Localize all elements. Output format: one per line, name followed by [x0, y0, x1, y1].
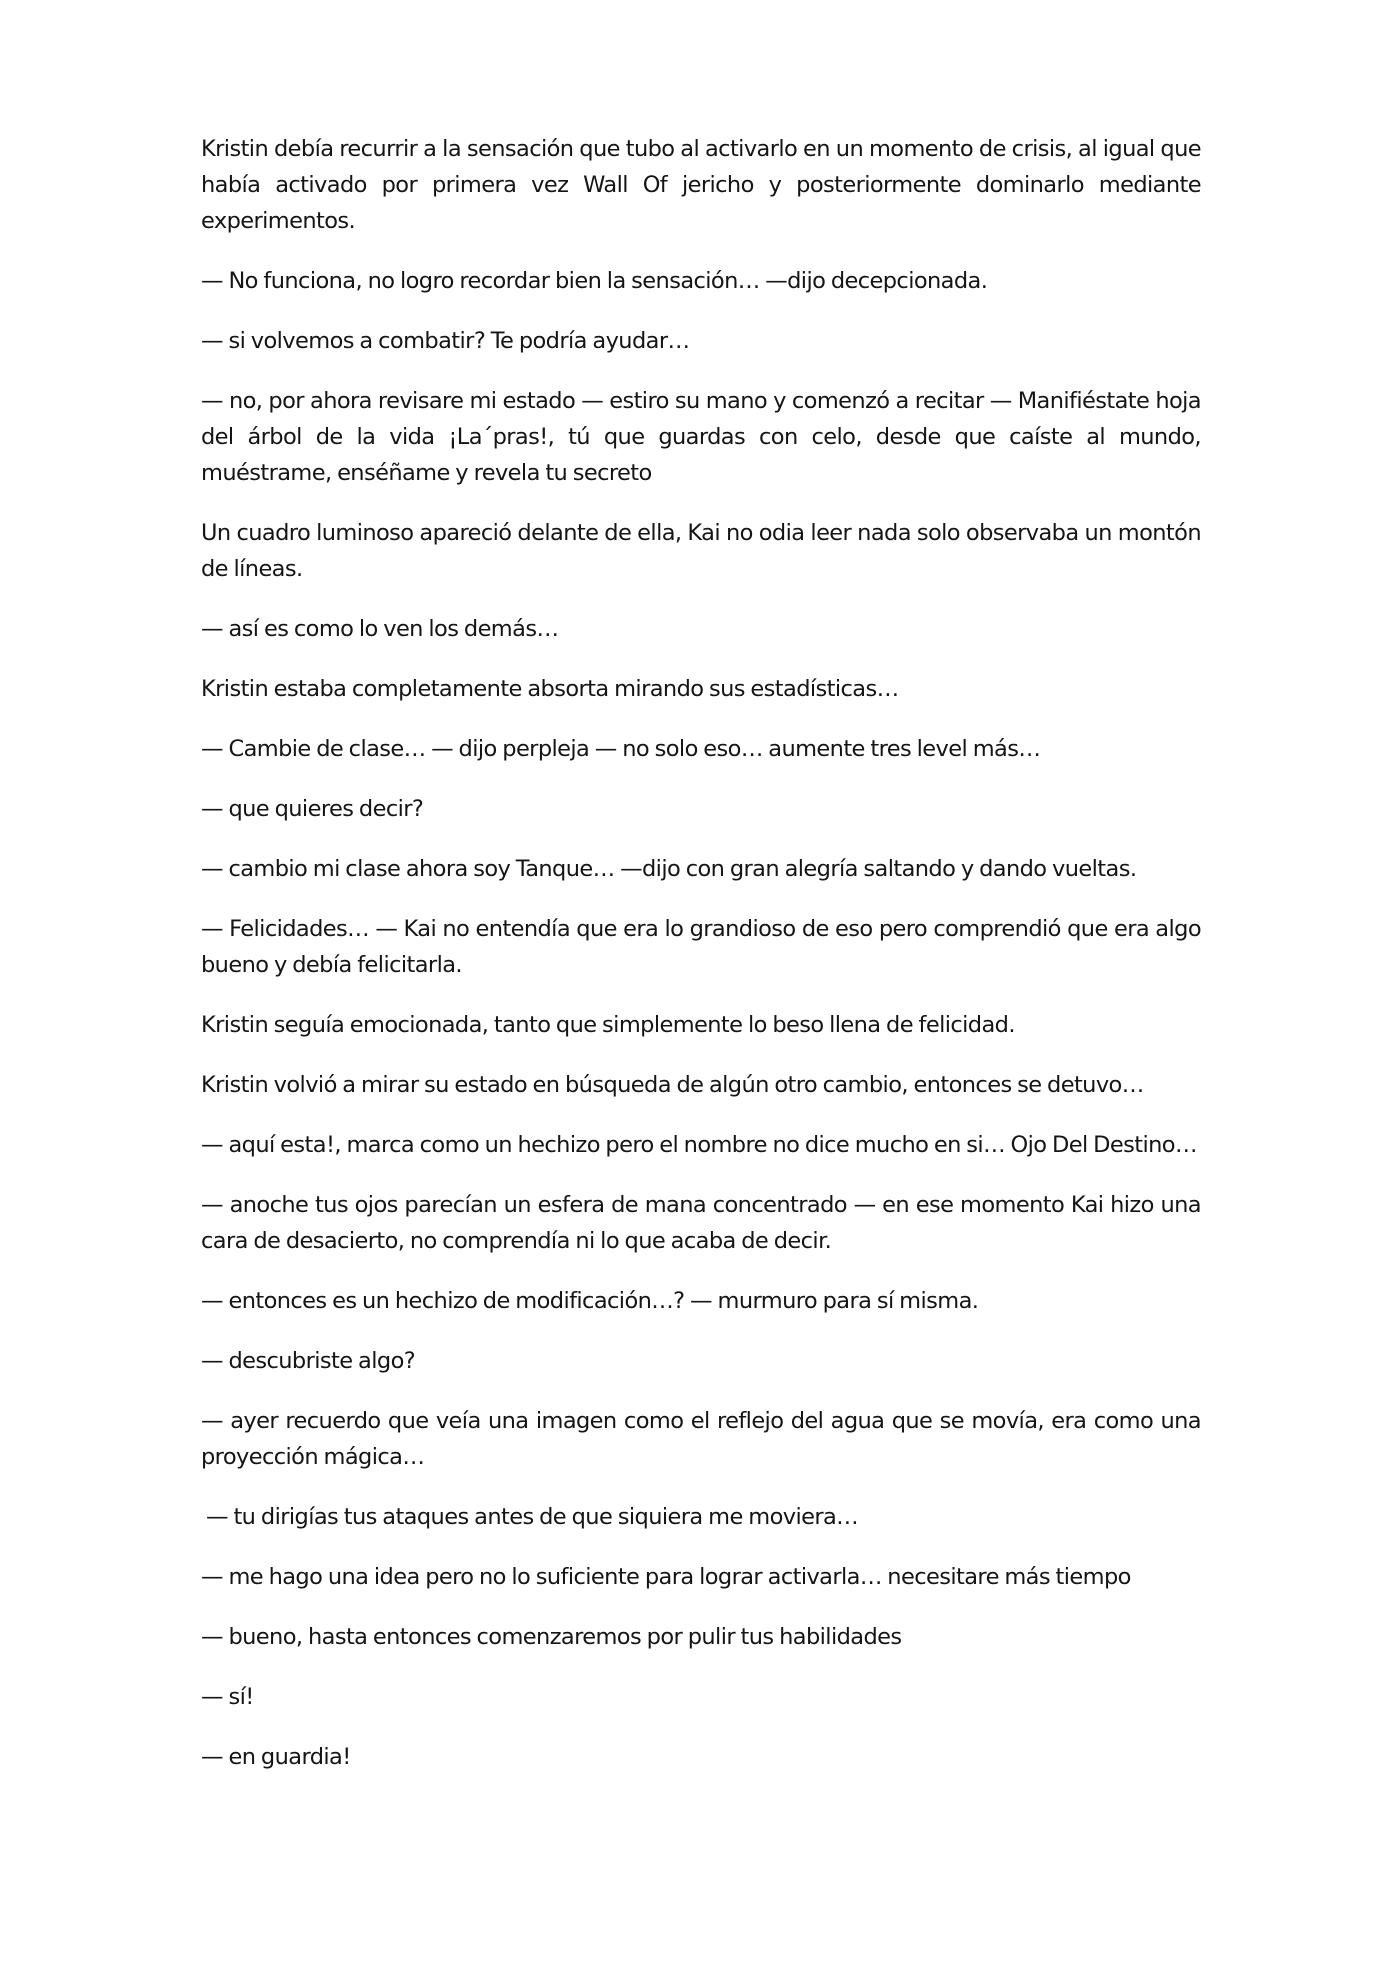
paragraph: — sí! [201, 1684, 254, 1710]
paragraph: Kristin seguía emocionada, tanto que simplemente lo beso llena de felicidad. [201, 1012, 1015, 1038]
paragraph: Kristin volvió a mirar su estado en búsqueda de algún otro cambio, entonces se detuvo… [201, 1072, 1144, 1098]
paragraph: — en guardia! [201, 1744, 351, 1770]
paragraph: — aquí esta!, marca como un hechizo pero el nombre no dice mucho en si… Ojo Del Destino… [201, 1132, 1197, 1158]
paragraph: — No funciona, no logro recordar bien la sensación… —dijo decepcionada. [201, 268, 988, 294]
paragraph: — así es como lo ven los demás… [201, 616, 559, 642]
paragraph: — me hago una idea pero no lo suficiente para lograr activarla… necesitare más tiempo [201, 1564, 1131, 1590]
paragraph: Kristin debía recurrir a la sensación que tubo al activarlo en un momento de crisis, al igual que había activado por primera vez Wall Of jericho y posteriormente dominarlo mediante experimentos. [201, 136, 1201, 234]
paragraph: — ayer recuerdo que veía una imagen como el reflejo del agua que se movía, era como una proyección mágica… [201, 1408, 1201, 1470]
paragraph: — si volvemos a combatir? Te podría ayudar… [201, 328, 690, 354]
paragraph: — Cambie de clase… — dijo perpleja — no solo eso… aumente tres level más… [201, 736, 1041, 762]
paragraph: — bueno, hasta entonces comenzaremos por pulir tus habilidades [201, 1624, 902, 1650]
paragraph: — cambio mi clase ahora soy Tanque… —dijo con gran alegría saltando y dando vueltas. [201, 856, 1137, 882]
paragraph: — anoche tus ojos parecían un esfera de mana concentrado — en ese momento Kai hizo una cara de desacierto, no comprendía ni lo que acaba de decir. [201, 1192, 1201, 1254]
paragraph: Un cuadro luminoso apareció delante de ella, Kai no odia leer nada solo observaba un montón de líneas. [201, 520, 1201, 582]
document-body [201, 131, 1201, 1799]
paragraph: — Felicidades… — Kai no entendía que era lo grandioso de eso pero comprendió que era algo bueno y debía felicitarla. [201, 916, 1201, 978]
paragraph: — descubriste algo? [201, 1348, 416, 1374]
paragraph: — no, por ahora revisare mi estado — estiro su mano y comenzó a recitar — Manifiéstate hoja del árbol de la vida ¡La´pras!, tú que guardas con celo, desde que caíste al mundo, muéstrame, enséñame y revela tu secreto [201, 388, 1201, 486]
paragraph: — entonces es un hechizo de modificación…? — murmuro para sí misma. [201, 1288, 979, 1314]
paragraph: — tu dirigías tus ataques antes de que siquiera me moviera… [206, 1504, 859, 1530]
paragraph: — que quieres decir? [201, 796, 424, 822]
paragraph: Kristin estaba completamente absorta mirando sus estadísticas… [201, 676, 899, 702]
